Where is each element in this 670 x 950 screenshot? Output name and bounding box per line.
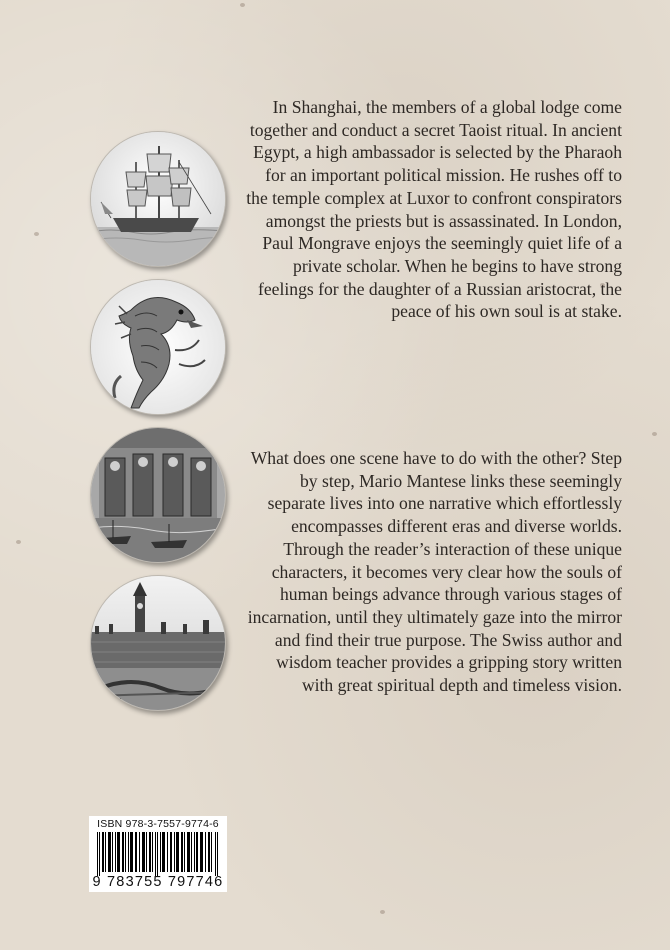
ship-medallion bbox=[90, 131, 226, 267]
temple-medallion bbox=[90, 427, 226, 563]
isbn-digits: 9 783755 797746 bbox=[92, 874, 224, 890]
sailing-ship-icon bbox=[91, 132, 225, 266]
dragon-icon bbox=[91, 280, 225, 414]
dragon-medallion bbox=[90, 279, 226, 415]
isbn-label: ISBN 978-3-7557-9774-6 bbox=[97, 818, 219, 830]
egyptian-temple-icon bbox=[91, 428, 225, 562]
description-paragraph: What does one scene have to do with the other? Step by step, Mario Mantese links these seemingly separate lives into one narrative which effortlessly encompasses different eras and diverse worlds. Through the reader’s interaction of these unique characters, it becomes very clear how the souls of human beings advance through various stages of incarnation, until they ultimately gaze into the mirror and find their true purpose. The Swiss author and wisdom teacher provides a gripping story written with great spiritual depth and timeless vision. bbox=[247, 448, 622, 696]
london-parliament-icon bbox=[91, 576, 225, 710]
london-medallion bbox=[90, 575, 226, 711]
barcode-icon bbox=[95, 832, 221, 876]
isbn-barcode bbox=[89, 816, 227, 892]
synopsis-paragraph: In Shanghai, the members of a global lodge come together and conduct a secret Taoist ritual. In ancient Egypt, a high ambassador is selected by the Pharaoh for an important political mission. He rushes off to the temple complex at Luxor to confront conspirators amongst the priests but is assassinated. In London, Paul Mongrave enjoys the seemingly quiet life of a private scholar. When he begins to have strong feelings for the daughter of a Russian aristocrat, the peace of his own soul is at stake. bbox=[246, 97, 622, 322]
